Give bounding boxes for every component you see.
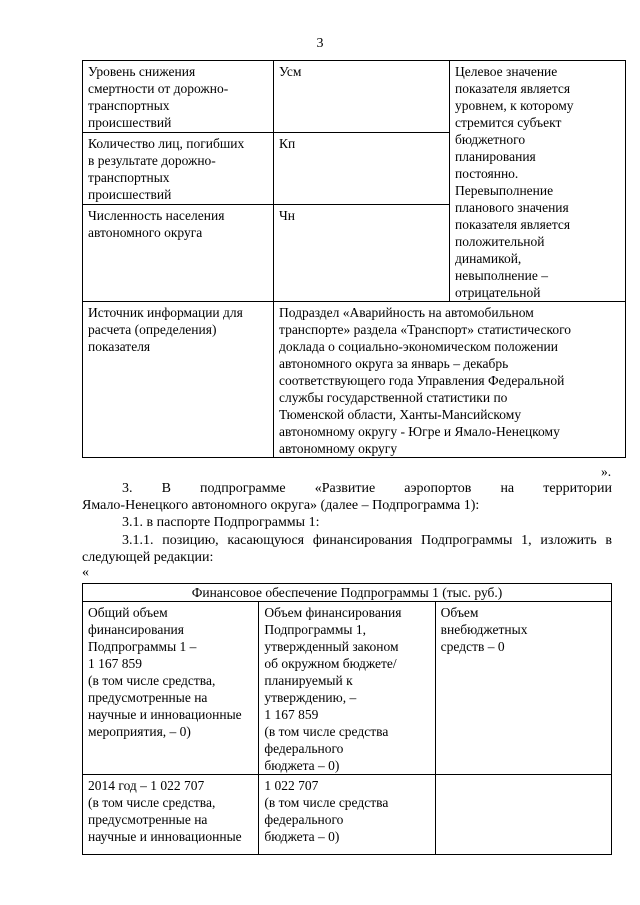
table-header-row — [83, 584, 612, 602]
indicator-name-cell: Количество лиц, погибших в результате дорожно- транспортных происшествий — [83, 132, 274, 204]
year-financing-cell: 2014 год – 1 022 707 (в том числе средства, предусмотренные на научные и инновационные — [83, 775, 259, 855]
table-row — [83, 602, 612, 775]
financing-header: Финансовое обеспечение Подпрограммы 1 (тыс. руб.) — [83, 584, 612, 602]
source-text-cell: Подраздел «Аварийность на автомобильном транспорте» раздела «Транспорт» статистического доклада о социально-экономическом положении автономного округа за январь – декабрь соответствующего года Управления Федеральной службы государственной статистики по Тюменской области, Ханты-Мансийскому автономному округу - Югре и Ямало-Ненецкому автономному округу — [274, 302, 626, 458]
indicator-symbol-cell: Усм — [274, 61, 450, 133]
indicator-table — [82, 60, 626, 458]
paragraph-3-1: 3.1. в паспорте Подпрограммы 1: — [122, 515, 320, 530]
closing-quote: ». — [601, 464, 612, 479]
table-row — [83, 61, 626, 133]
offbudget-financing-cell: Объем внебюджетных средств – 0 — [435, 602, 611, 775]
target-note-cell: Целевое значение показателя является уровнем, к которому стремится субъект бюджетного планирования постоянно. Перевыполнение планового значения показателя является положительной динамикой, невыполнение – отрицательной — [450, 61, 626, 302]
indicator-symbol-cell: Кп — [274, 132, 450, 204]
paragraph-3-1-1-line1: 3.1.1. позицию, касающуюся финансирования Подпрограммы 1, изложить в — [122, 533, 612, 548]
source-label-cell: Источник информации для расчета (определения) показателя — [83, 302, 274, 458]
indicator-name-cell: Численность населения автономного округа — [83, 204, 274, 301]
paragraph-3-line1: 3. В подпрограмме «Развитие аэропортов на территории — [122, 481, 612, 496]
total-financing-cell: Общий объем финансирования Подпрограммы 1 – 1 167 859 (в том числе средства, предусмотренные на научные и инновационные мероприятия, – 0) — [83, 602, 259, 775]
year-budget-cell: 1 022 707 (в том числе средства федерального бюджета – 0) — [259, 775, 435, 855]
indicator-name-cell: Уровень снижения смертности от дорожно- транспортных происшествий — [83, 61, 274, 133]
paragraph-3-1-1-line2: следующей редакции: — [82, 550, 214, 565]
table-row — [83, 302, 626, 458]
opening-quote: « — [82, 565, 89, 580]
indicator-symbol-cell: Чн — [274, 204, 450, 301]
paragraph-3-line2: Ямало-Ненецкого автономного округа» (далее – Подпрограмма 1): — [82, 498, 480, 513]
year-offbudget-cell — [435, 775, 611, 855]
financing-table — [82, 583, 612, 855]
budget-financing-cell: Объем финансирования Подпрограммы 1, утвержденный законом об окружном бюджете/ планируемый к утверждению, – 1 167 859 (в том числе средства федерального бюджета – 0) — [259, 602, 435, 775]
table-row — [83, 775, 612, 855]
page-number: 3 — [316, 36, 324, 51]
